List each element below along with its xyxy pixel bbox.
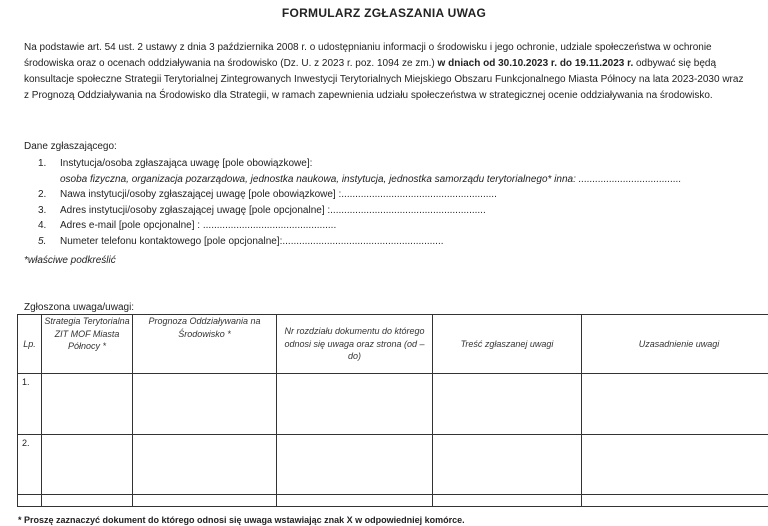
applicant-type-options: osoba fizyczna, organizacja pozarządowa, jednostka naukowa, instytucja, jednostka samorządu terytorialnego* inna: ..................................... xyxy=(60,173,682,185)
table-cell[interactable] xyxy=(277,435,433,495)
table-row xyxy=(18,374,768,435)
row-number: 2. xyxy=(18,435,42,495)
footnote: * Proszę zaznaczyć dokument do którego odnosi się uwaga wstawiając znak X w odpowiedniej komórce. xyxy=(18,515,465,525)
comments-table xyxy=(17,314,768,507)
header-comment: Treść zgłaszanej uwagi xyxy=(433,315,582,374)
intro-dates: w dniach od 30.10.2023 r. do 19.11.2023 r. xyxy=(437,58,634,69)
list-item-number: 4. xyxy=(38,220,47,231)
header-forecast: Prognoza Oddziaływania na Środowisko * xyxy=(133,315,277,374)
list-item xyxy=(38,187,738,203)
form-title: FORMULARZ ZGŁASZANIA UWAG xyxy=(281,6,487,20)
table-cell[interactable] xyxy=(133,495,277,507)
list-item xyxy=(38,203,738,219)
list-item-text: Nawa instytucji/osoby zgłaszającej uwagę [pole obowiązkowe] :........................................................ xyxy=(60,189,497,200)
table-cell[interactable] xyxy=(433,374,582,435)
table-cell[interactable] xyxy=(277,374,433,435)
intro-text: Na podstawie art. 54 ust. 2 ustawy z dnia 3 października 2008 r. o udostępnianiu informacji o środowisku i jego ochronie, udziale społeczeństwa w ochronie środowiska oraz o ocenach oddziaływania na środowisko (Dz. U. z 2023 r. poz. 1094 ze zm.) xyxy=(24,42,712,69)
list-item xyxy=(38,156,738,172)
table-cell[interactable] xyxy=(582,435,768,495)
list-item-number: 2. xyxy=(38,189,47,200)
underline-note: *właściwe podkreślić xyxy=(24,255,116,266)
table-row xyxy=(18,495,768,507)
table-cell[interactable] xyxy=(433,495,582,507)
header-justification: Uzasadnienie uwagi xyxy=(582,315,768,374)
table-cell[interactable] xyxy=(433,435,582,495)
table-row xyxy=(18,435,768,495)
list-item-text: Adres instytucji/osoby zgłaszającej uwagę [pole opcjonalne] :........................................................ xyxy=(60,204,486,216)
table-cell[interactable] xyxy=(133,374,277,435)
list-item xyxy=(38,234,738,250)
table-cell[interactable] xyxy=(42,495,133,507)
list-item-text: Instytucja/osoba zgłaszająca uwagę [pole obowiązkowe]: xyxy=(60,158,313,169)
list-item-number: 3. xyxy=(38,204,47,216)
table-cell[interactable] xyxy=(42,374,133,435)
applicant-data-label: Dane zgłaszającego: xyxy=(24,141,117,152)
table-header-row xyxy=(18,315,768,374)
applicant-fields-list xyxy=(38,156,738,249)
list-item-text: Numeter telefonu kontaktowego [pole opcjonalne]:.......................................................... xyxy=(60,235,444,247)
comments-label: Zgłoszona uwaga/uwagi: xyxy=(24,302,135,313)
list-item xyxy=(38,218,738,234)
header-strategy: Strategia Terytorialna ZIT MOF Miasta Północy * xyxy=(42,315,133,374)
intro-text-rest: odbywać się będą konsultacje społeczne Strategii Terytorialnej Zintegrowanych Inwestycji Terytorialnych Miejskiego Obszaru Funkcjonalnego Miasta Północy na lata 2023-2030 wraz z Prognozą Oddziaływania na Środowisko dla Strategii, w ramach zapewnienia udziału społeczeństwa w strategicznej ocenie oddziaływania na środowisko. xyxy=(24,58,744,101)
table-cell[interactable] xyxy=(582,495,768,507)
header-chapter: Nr rozdziału dokumentu do którego odnosi się uwaga oraz strona (od – do) xyxy=(277,315,433,374)
table-cell[interactable] xyxy=(582,374,768,435)
table-cell[interactable] xyxy=(277,495,433,507)
table-cell[interactable] xyxy=(42,435,133,495)
list-item-number: 1. xyxy=(38,158,47,169)
intro-paragraph xyxy=(24,40,744,104)
list-item-text: Adres e-mail [pole opcjonalne] : ................................................ xyxy=(60,220,337,231)
row-number xyxy=(18,495,42,507)
row-number: 1. xyxy=(18,374,42,435)
list-item-number: 5. xyxy=(38,235,47,247)
header-lp: Lp. xyxy=(18,315,42,374)
table-cell[interactable] xyxy=(133,435,277,495)
